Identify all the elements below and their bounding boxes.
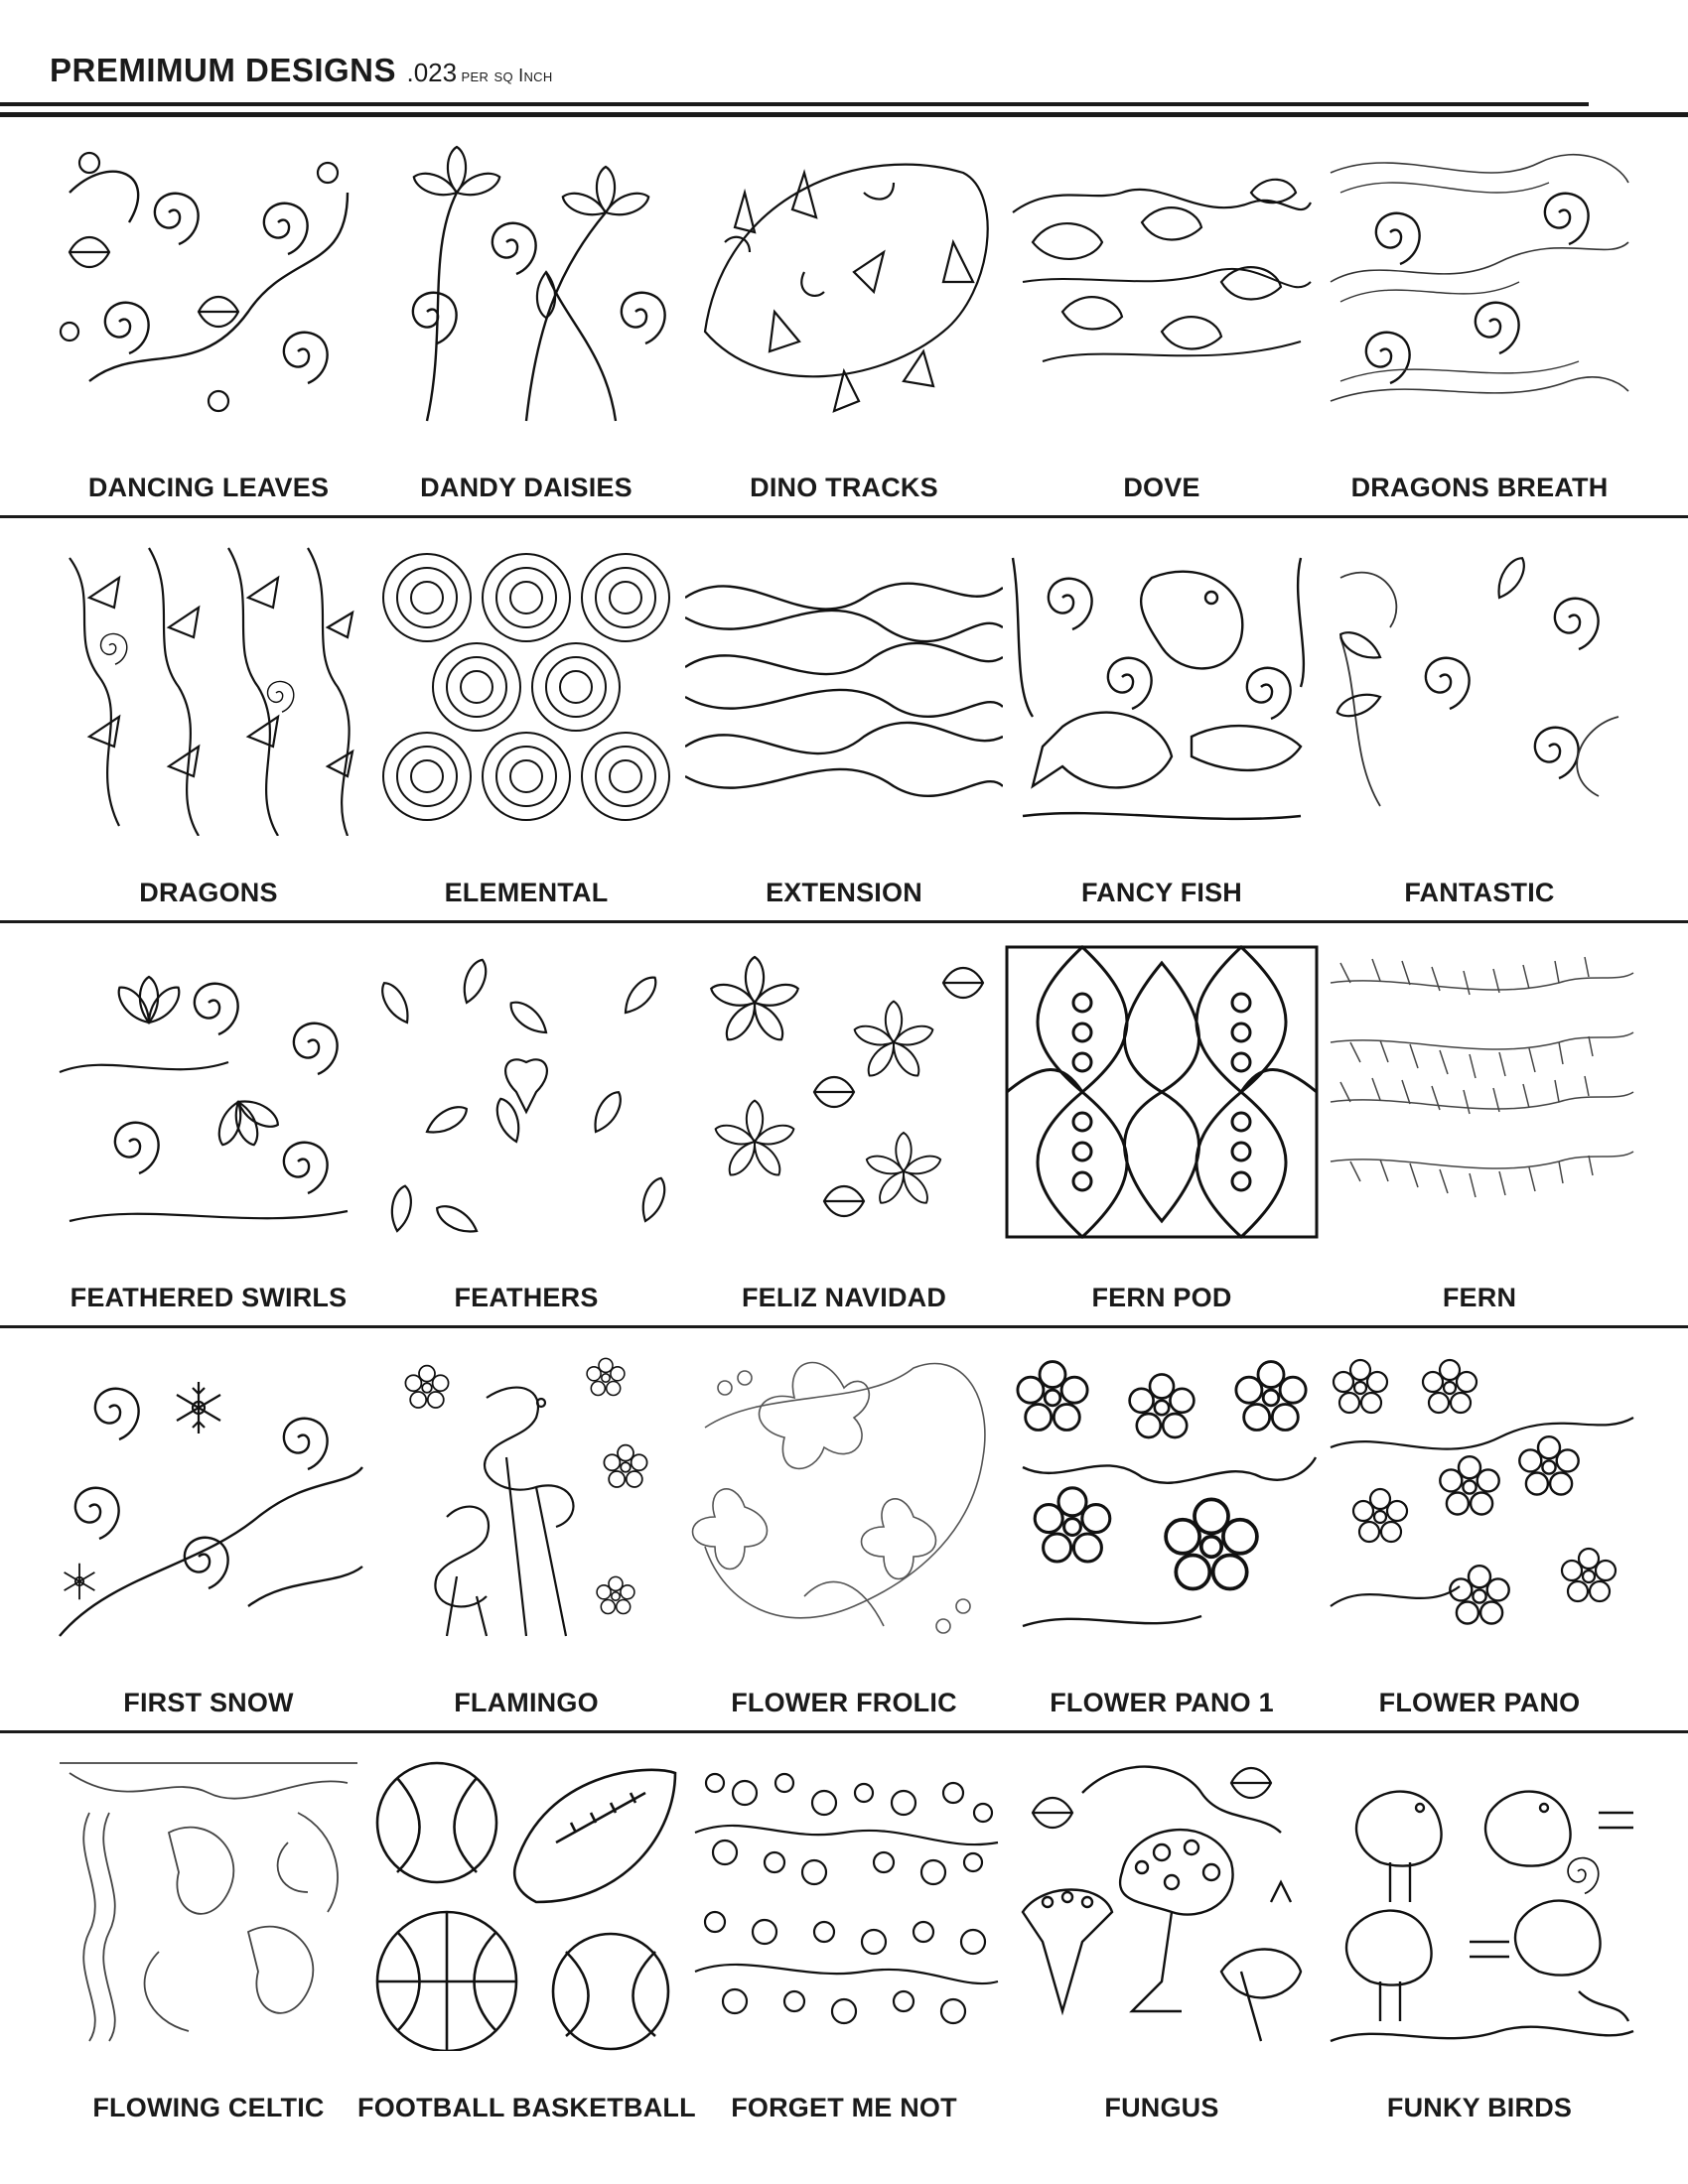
design-name: FELIZ NAVIDAD [741, 1283, 947, 1312]
fungus-icon [1003, 1753, 1321, 2051]
design-tile[interactable] [1003, 1334, 1321, 1739]
design-tile[interactable] [357, 1739, 696, 2144]
design-name: FERN [1442, 1283, 1517, 1312]
flower-frolic-icon [685, 1348, 1003, 1646]
design-name: FORGET ME NOT [731, 2093, 957, 2122]
design-name: DRAGONS [139, 878, 278, 907]
fancy-fish-icon [1003, 538, 1321, 836]
design-tile[interactable] [367, 119, 685, 524]
forget-me-not-icon [685, 1753, 1003, 2051]
design-tile[interactable] [50, 119, 367, 524]
flower-pano-icon [1321, 1348, 1638, 1646]
design-name: FANTASTIC [1404, 878, 1555, 907]
dandy-daisies-icon [367, 133, 685, 431]
elemental-icon [367, 538, 685, 836]
dragons-breath-icon [1321, 133, 1638, 431]
design-name: DINO TRACKS [750, 473, 938, 502]
design-name: ELEMENTAL [444, 878, 609, 907]
design-tile[interactable] [50, 929, 367, 1334]
design-row [0, 929, 1688, 1334]
design-tile[interactable] [367, 524, 685, 929]
design-tile[interactable] [1321, 119, 1638, 524]
design-name: FLOWER FROLIC [731, 1688, 957, 1717]
dancing-leaves-icon [50, 133, 367, 431]
design-row [0, 119, 1688, 524]
price-value: .023 [406, 58, 458, 87]
flamingo-icon [367, 1348, 685, 1646]
design-tile[interactable] [1003, 1739, 1321, 2144]
design-name: FOOTBALL BASKETBALL [357, 2093, 696, 2122]
fantastic-icon [1321, 538, 1638, 836]
extension-icon [685, 538, 1003, 836]
design-tile[interactable] [50, 524, 367, 929]
design-name: FLOWER PANO [1378, 1688, 1581, 1717]
flowing-celtic-icon [50, 1753, 367, 2051]
page-title: PREMIMUM DESIGNS [50, 52, 397, 88]
dragons-icon [50, 538, 367, 836]
design-tile[interactable] [1321, 1334, 1638, 1739]
design-name: EXTENSION [766, 878, 922, 907]
football-basketball-icon [367, 1753, 685, 2051]
design-name: FLAMINGO [454, 1688, 599, 1717]
feathers-icon [367, 943, 685, 1241]
flower-pano-1-icon [1003, 1348, 1321, 1646]
design-name: DRAGONS BREATH [1350, 473, 1609, 502]
design-tile[interactable] [685, 1739, 1003, 2144]
feathered-swirls-icon [50, 943, 367, 1241]
design-tile[interactable] [1321, 1739, 1638, 2144]
row-divider [0, 920, 1688, 923]
design-name: DOVE [1123, 473, 1200, 502]
design-name: FEATHERED SWIRLS [70, 1283, 348, 1312]
design-row [0, 1739, 1688, 2144]
design-tile[interactable] [1321, 929, 1638, 1334]
design-tile[interactable] [685, 929, 1003, 1334]
design-name: FERN POD [1091, 1283, 1232, 1312]
design-tile[interactable] [1003, 119, 1321, 524]
header-rule-bottom [0, 112, 1688, 117]
design-row [0, 524, 1688, 929]
design-tile[interactable] [367, 1334, 685, 1739]
design-tile[interactable] [1003, 524, 1321, 929]
header-rule-top [0, 102, 1589, 106]
design-tile[interactable] [685, 1334, 1003, 1739]
funky-birds-icon [1321, 1753, 1638, 2051]
row-divider [0, 1730, 1688, 1733]
design-tile[interactable] [1321, 524, 1638, 929]
price-unit: per sq Inch [461, 66, 553, 85]
design-name: FLOWING CELTIC [92, 2093, 325, 2122]
feliz-navidad-icon [685, 943, 1003, 1241]
row-divider [0, 1325, 1688, 1328]
design-name: FUNGUS [1104, 2093, 1219, 2122]
design-name: FUNKY BIRDS [1386, 2093, 1573, 2122]
design-tile[interactable] [685, 119, 1003, 524]
design-name: FANCY FISH [1080, 878, 1243, 907]
design-row [0, 1334, 1688, 1739]
design-name: FEATHERS [454, 1283, 599, 1312]
design-name: FIRST SNOW [123, 1688, 294, 1717]
first-snow-icon [50, 1348, 367, 1646]
design-name: DANCING LEAVES [87, 473, 330, 502]
design-tile[interactable] [1003, 929, 1321, 1334]
row-divider [0, 515, 1688, 518]
page-header [50, 52, 553, 89]
design-tile[interactable] [367, 929, 685, 1334]
design-name: FLOWER PANO 1 [1050, 1688, 1274, 1717]
design-name: DANDY DAISIES [420, 473, 633, 502]
design-tile[interactable] [685, 524, 1003, 929]
dove-icon [1003, 133, 1321, 431]
dino-tracks-icon [685, 133, 1003, 431]
fern-icon [1321, 943, 1638, 1241]
fern-pod-icon [1003, 943, 1321, 1241]
design-tile[interactable] [50, 1739, 367, 2144]
design-tile[interactable] [50, 1334, 367, 1739]
